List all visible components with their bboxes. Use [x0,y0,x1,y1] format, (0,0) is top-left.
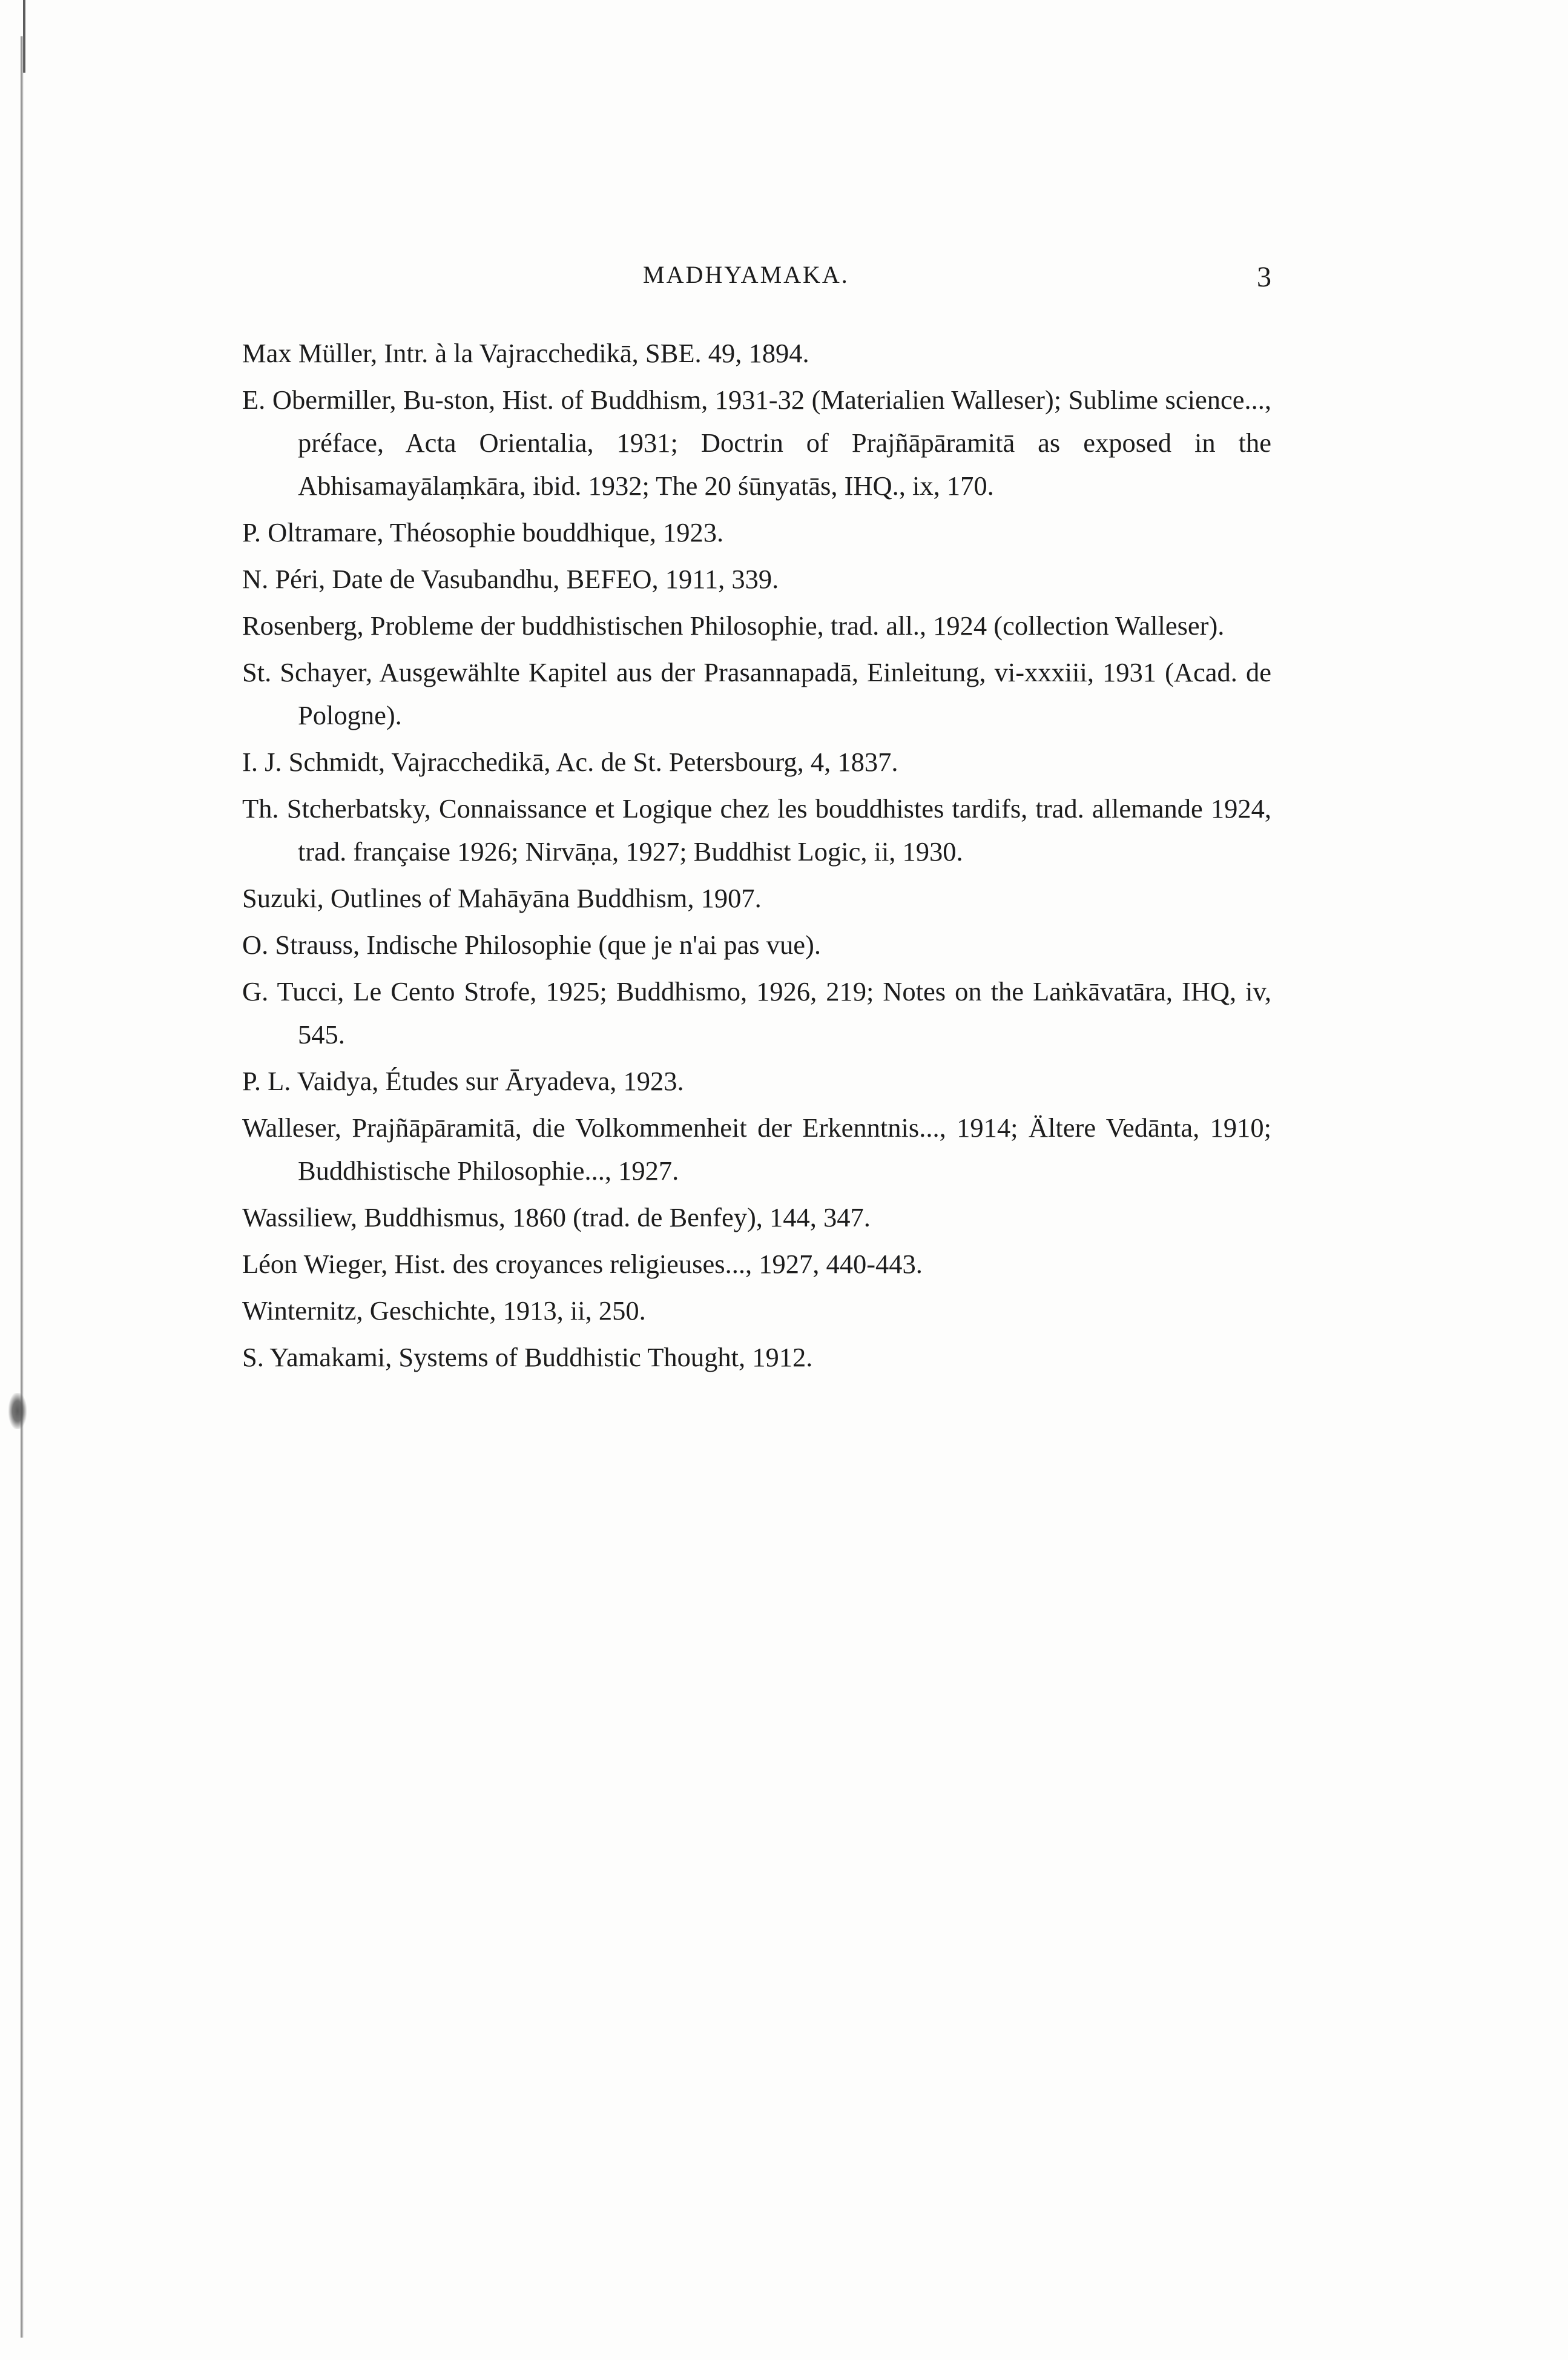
bibliography-entry-wassiliew: Wassiliew, Buddhismus, 1860 (trad. de Benfey), 144, 347. [242,1202,871,1232]
scan-binding-edge [21,36,24,2338]
bibliography-entry-walleser: Walleser, Prajñāpāramitā, die Volkommenheit der Erkenntnis..., 1914; Ältere Vedānta, 1910; Buddhistische Philosophie..., 1927. [242,1112,1271,1186]
bibliography-list [242,332,1271,1383]
bibliography-entry-winternitz: Winternitz, Geschichte, 1913, ii, 250. [242,1295,646,1326]
bibliography-entry-yamakami: S. Yamakami, Systems of Buddhistic Thought, 1912. [242,1342,813,1372]
bibliography-entry-schmidt: I. J. Schmidt, Vajracchedikā, Ac. de St. Petersbourg, 4, 1837. [242,747,898,777]
bibliography-entry-suzuki: Suzuki, Outlines of Mahāyāna Buddhism, 1907. [242,883,762,913]
bibliography-entry-wieger: Léon Wieger, Hist. des croyances religieuses..., 1927, 440-443. [242,1249,923,1279]
bibliography-entry-peri: N. Péri, Date de Vasubandhu, BEFEO, 1911, 339. [242,564,779,594]
bibliography-entry-strauss: O. Strauss, Indische Philosophie (que je n'ai pas vue). [242,930,821,960]
scan-ink-blot [8,1393,27,1429]
bibliography-entry-muller: Max Müller, Intr. à la Vajracchedikā, SBE. 49, 1894. [242,338,809,368]
bibliography-entry-rosenberg: Rosenberg, Probleme der buddhistischen Philosophie, trad. all., 1924 (collection Walleser). [242,610,1225,641]
running-title: MADHYAMAKA. [643,261,849,288]
bibliography-entry-vaidya: P. L. Vaidya, Études sur Āryadeva, 1923. [242,1066,684,1096]
bibliography-entry-schayer: St. Schayer, Ausgewählte Kapitel aus der Prasannapadā, Einleitung, vi-xxxiii, 1931 (Acad. de Pologne). [242,657,1271,730]
bibliography-entry-tucci: G. Tucci, Le Cento Strofe, 1925; Buddhismo, 1926, 219; Notes on the Laṅkāvatāra, IHQ, iv, 545. [242,976,1271,1049]
page-number: 3 [1257,261,1271,293]
page-header [242,257,1271,293]
bibliography-entry-obermiller: E. Obermiller, Bu-ston, Hist. of Buddhism, 1931-32 (Materialien Walleser); Sublime science..., préface, Acta Orientalia, 1931; Doctrin of Prajñāpāramitā as exposed in the Abhisamayālaṃkāra, ibid. 1932; The 20 śūnyatās, IHQ., ix, 170. [242,385,1271,501]
bibliography-entry-oltramare: P. Oltramare, Théosophie bouddhique, 1923. [242,517,724,547]
bibliography-entry-stcherbatsky: Th. Stcherbatsky, Connaissance et Logique chez les bouddhistes tardifs, trad. allemande 1924, trad. française 1926; Nirvāṇa, 1927; Buddhist Logic, ii, 1930. [242,793,1271,867]
